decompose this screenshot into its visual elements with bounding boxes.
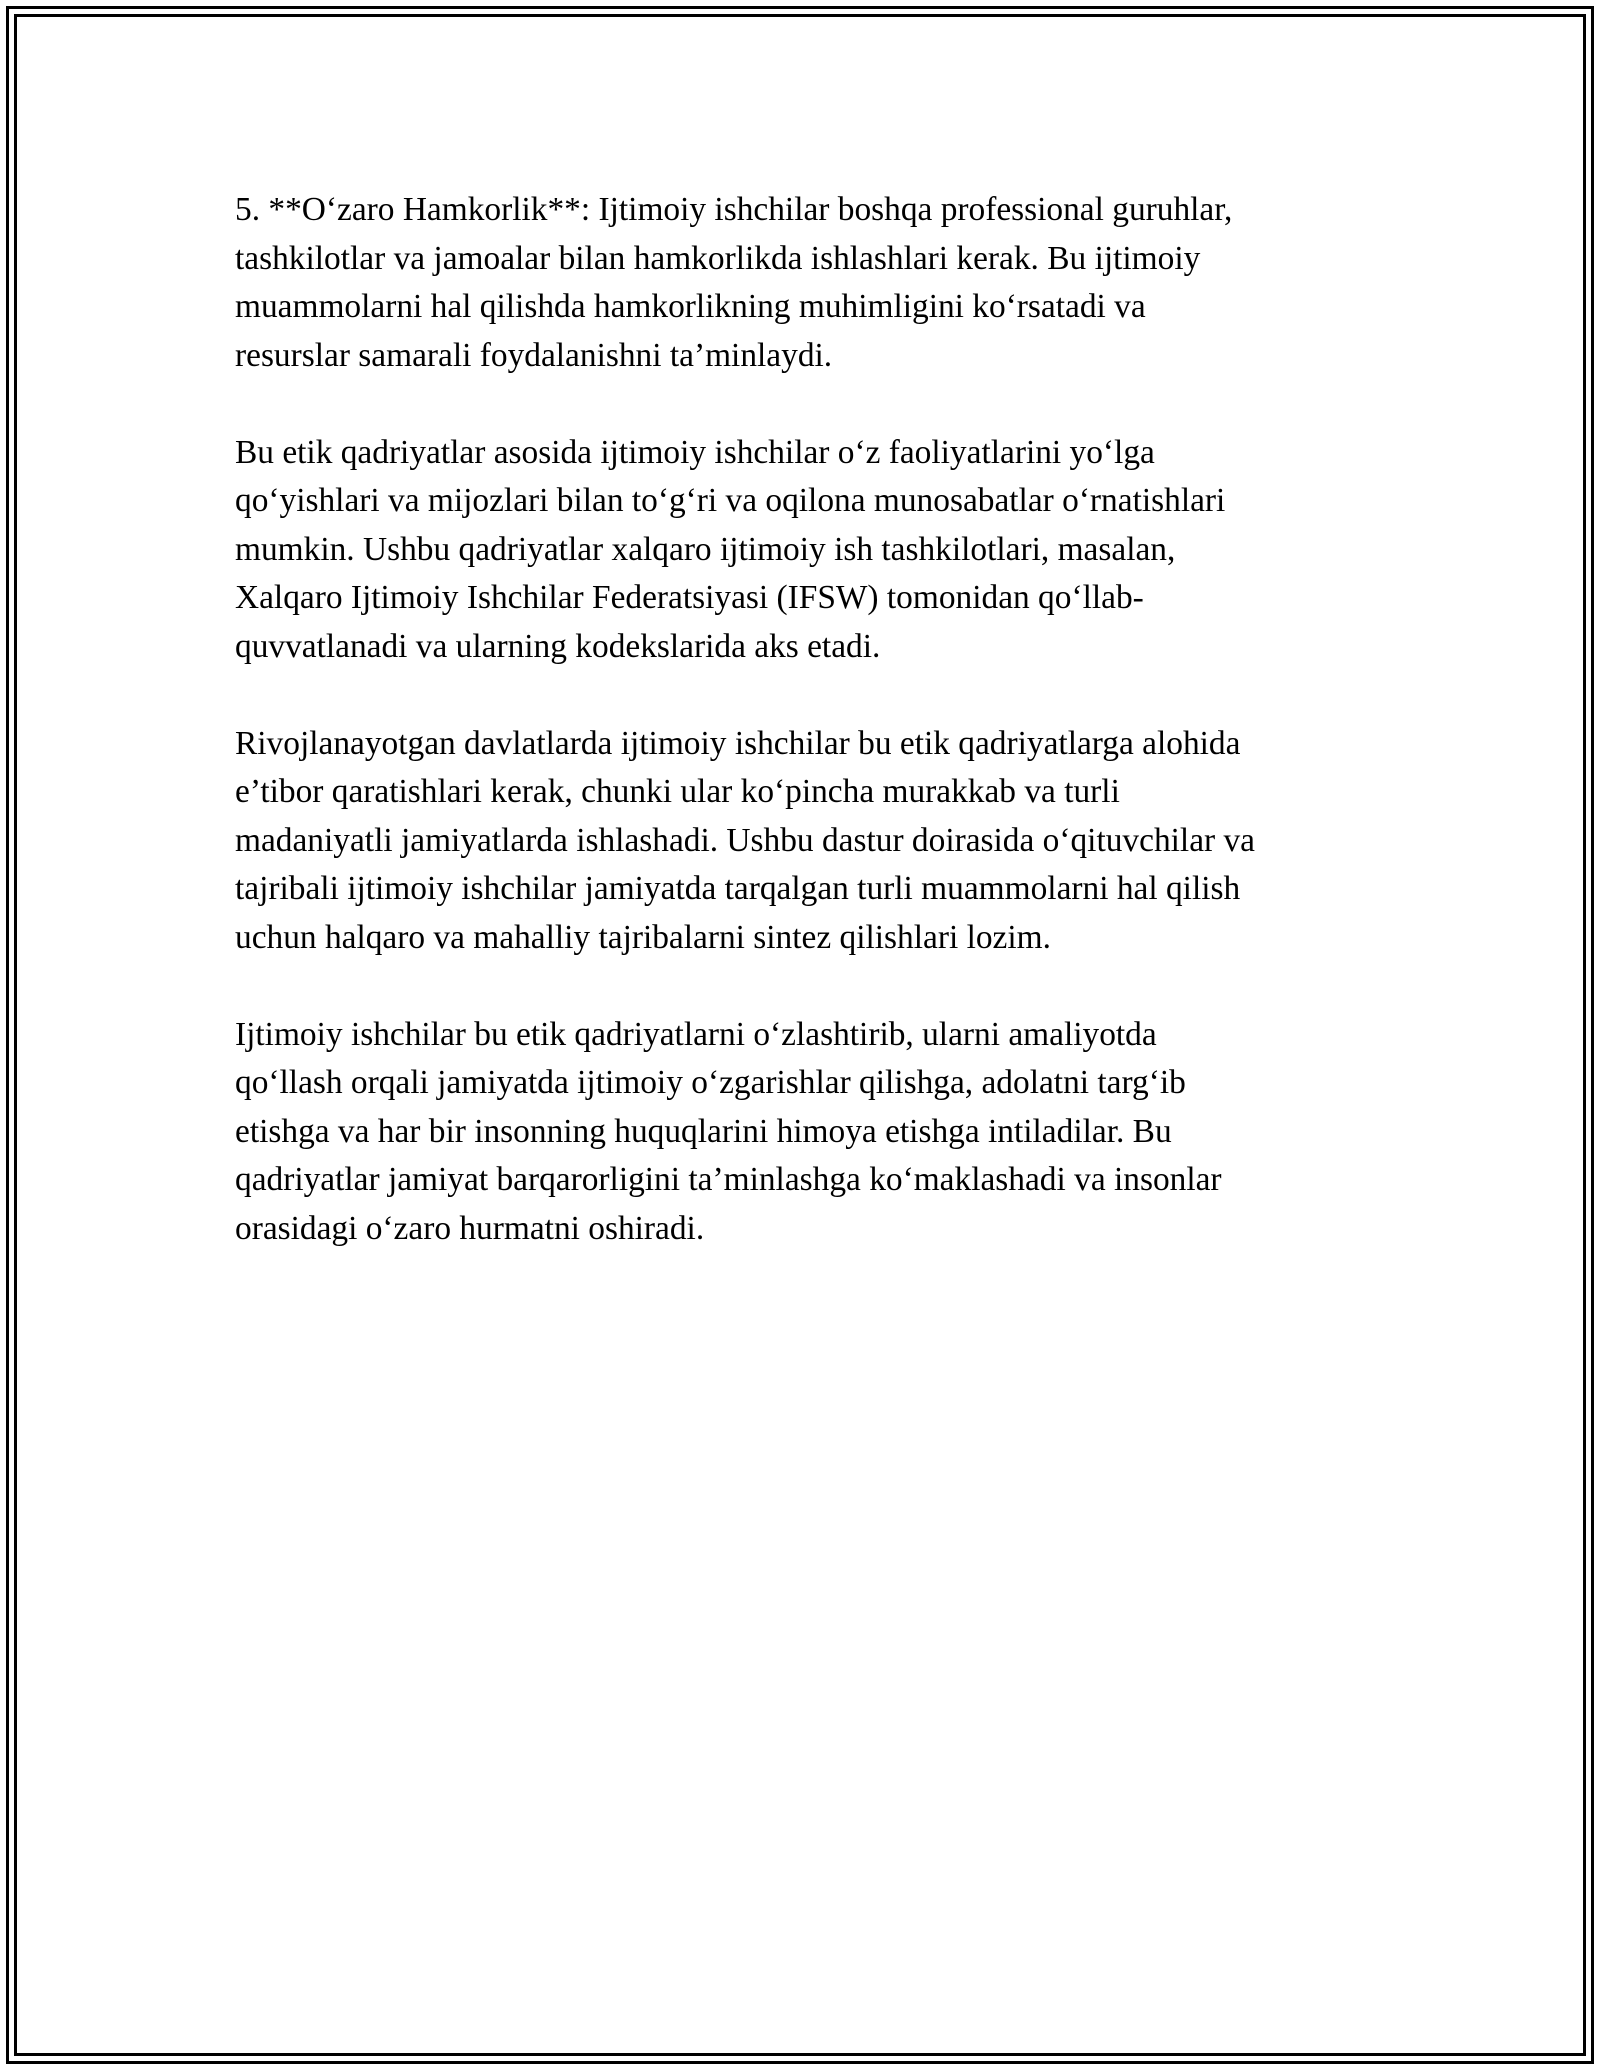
paragraph-etik-qadriyatlar: Bu etik qadriyatlar asosida ijtimoiy ishchilar o‘z faoliyatlarini yo‘lga qo‘yishlari va mijozlari bilan to‘g‘ri va oqilona munosabatlar o‘rnatishlari mumkin. Ushbu qadriyatlar xalqaro ijtimoiy ish tashkilotlari, masalan, Xalqaro Ijtimoiy Ishchilar Federatsiyasi (IFSW) tomonidan qo‘llab- quvvatlanadi va ularning kodekslarida aks etadi.: [235, 433, 1226, 665]
paragraph-rivojlanayotgan-davlatlar: Rivojlanayotgan davlatlarda ijtimoiy ishchilar bu etik qadriyatlarga alohida e’tibor qaratishlari kerak, chunki ular ko‘pincha murakkab va turli madaniyatli jamiyatlarda ishlashadi. Ushbu dastur doirasida o‘qituvchilar va tajribali ijtimoiy ishchilar jamiyatda tarqalgan turli muammolarni hal qilish uchun halqaro va mahalliy tajribalarni sintez qilishlari lozim.: [235, 724, 1255, 956]
document-body: [235, 186, 1375, 1253]
paragraph-xulosa: Ijtimoiy ishchilar bu etik qadriyatlarni o‘zlashtirib, ularni amaliyotda qo‘llash orqali jamiyatda ijtimoiy o‘zgarishlar qilishga, adolatni targ‘ib etishga va har bir insonning huquqlarini himoya etishga intiladilar. Bu qadriyatlar jamiyat barqarorligini ta’minlashga ko‘maklashadi va insonlar orasidagi o‘zaro hurmatni oshiradi.: [235, 1015, 1222, 1247]
paragraph-hamkorlik: 5. **O‘zaro Hamkorlik**: Ijtimoiy ishchilar boshqa professional guruhlar, tashkilotlar va jamoalar bilan hamkorlikda ishlashlari kerak. Bu ijtimoiy muammolarni hal qilishda hamkorlikning muhimligini ko‘rsatadi va resurslar samarali foydalanishni ta’minlaydi.: [235, 191, 1233, 374]
